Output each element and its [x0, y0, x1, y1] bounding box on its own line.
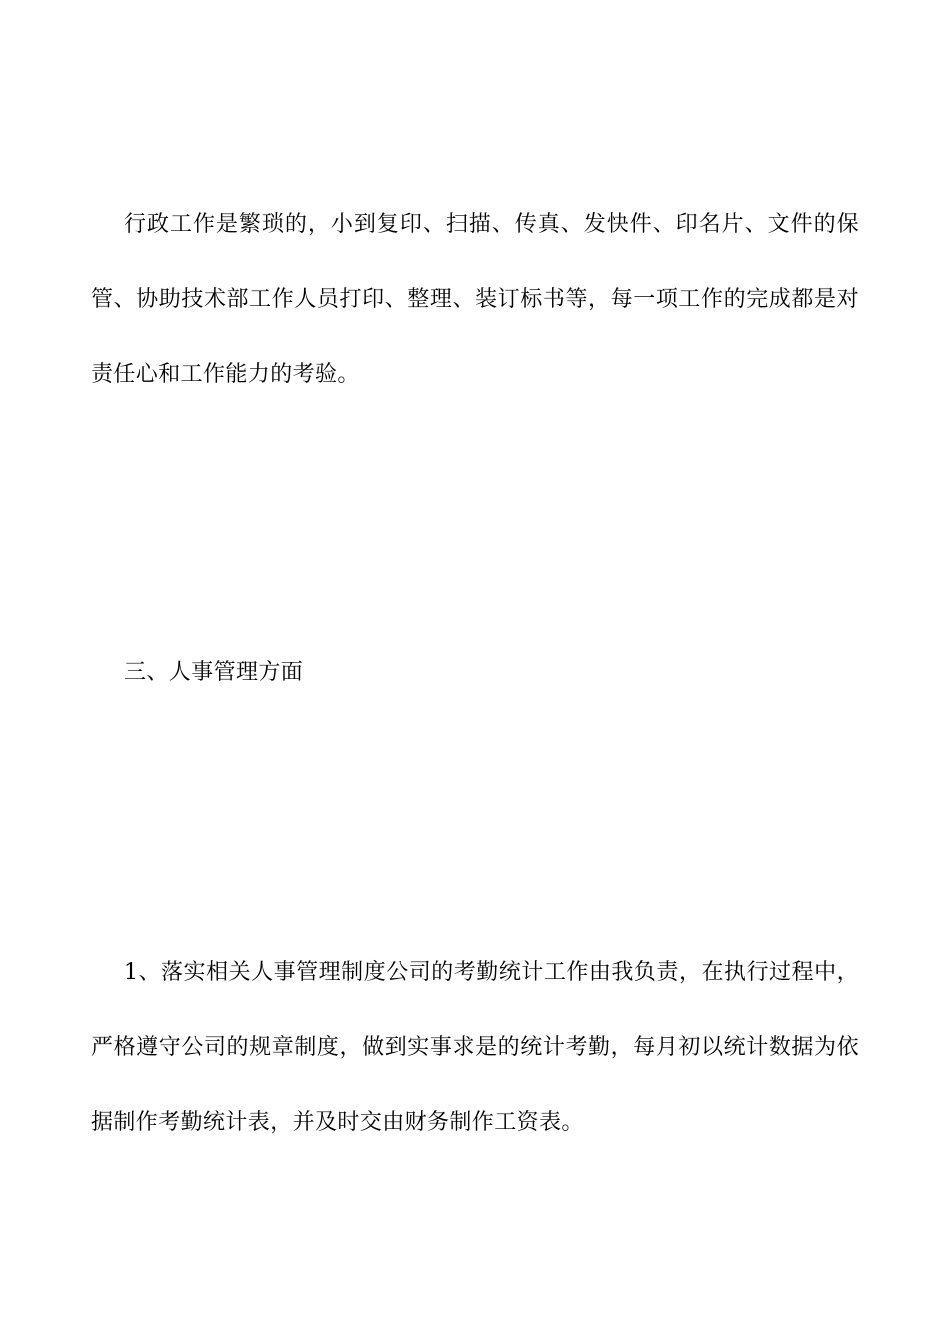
section-heading-hr-management: 三、人事管理方面 — [124, 660, 304, 685]
paragraph-administrative-work: 行政工作是繁琐的，小到复印、扫描、传真、发快件、印名片、文件的保管、协助技术部工作人员打印、整理、装订标书等，每一项工作的完成都是对责任心和工作能力的考验。 — [91, 212, 859, 387]
paragraph-attendance-statistics: 1、落实相关人事管理制度公司的考勤统计工作由我负责，在执行过程中，严格遵守公司的规章制度，做到实事求是的统计考勤，每月初以统计数据为依据制作考勤统计表，并及时交由财务制作工资表。 — [91, 960, 859, 1135]
